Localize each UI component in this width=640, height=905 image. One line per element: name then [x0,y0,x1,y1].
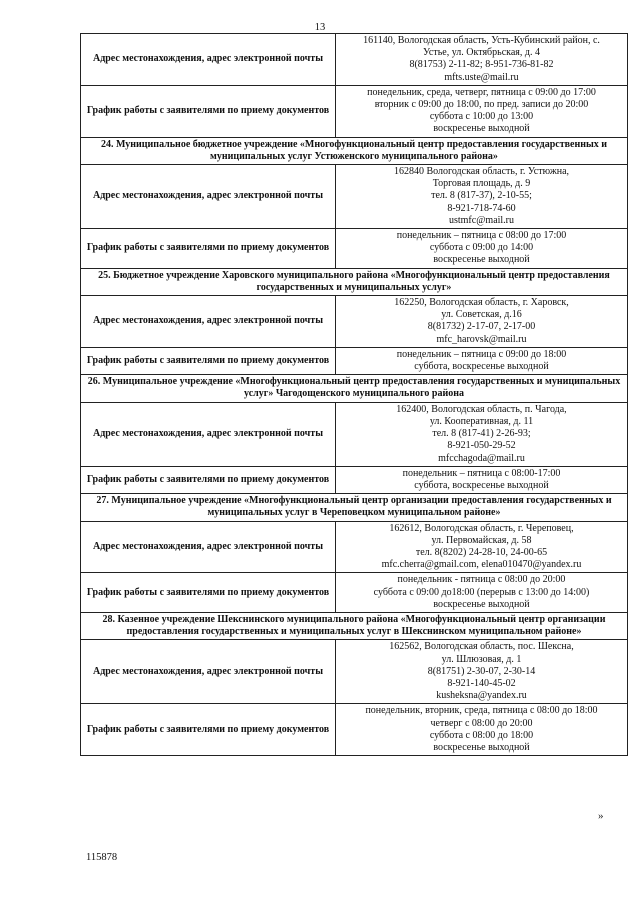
table-row [81,521,628,573]
value-line: суббота с 08:00 до 18:00 [429,729,534,741]
section-heading-row [81,137,628,164]
value-line: ул. Советская, д.16 [441,309,522,321]
value-line: 8-921-718-74-60 [447,202,516,214]
table-row [81,640,628,704]
section-heading: 24. Муниципальное бюджетное учреждение «Многофункциональный центр предоставления государственных и муниципальных услуг Устюженского муниципального района» [81,137,628,164]
section-heading: 26. Муниципальное учреждение «Многофункциональный центр предоставления государственных и муниципальных услуг» Чагодощенского муниципального района [81,375,628,402]
value-line: суббота, воскресенье выходной [414,479,549,491]
table-row [81,165,628,229]
row-value [336,640,628,704]
section-heading-row [81,494,628,521]
value-line: 162400, Вологодская область, п. Чагода, [396,403,567,415]
value-line: тел. 8 (817-41) 2-26-93; [432,428,531,440]
row-label: График работы с заявителями по приему документов [81,704,336,756]
value-line: 162562, Вологодская область, пос. Шексна, [389,641,574,653]
value-line: суббота с 09:00 до18:00 (перерыв с 13:00 до 14:00) [373,586,590,598]
value-line: воскресенье выходной [433,598,530,610]
value-line: воскресенье выходной [433,741,530,753]
row-label: Адрес местонахождения, адрес электронной почты [81,640,336,704]
value-line: 161140, Вологодская область, Усть-Кубинский район, с. [363,35,600,46]
row-label: График работы с заявителями по приему документов [81,347,336,374]
table-row [81,704,628,756]
value-line: 162840 Вологодская область, г. Устюжна, [393,166,570,178]
row-value [336,34,628,86]
value-line: Торговая площадь, д. 9 [432,178,531,190]
table-row [81,402,628,466]
table-row [81,573,628,613]
row-value [336,296,628,348]
row-label: График работы с заявителями по приему документов [81,466,336,493]
row-label: График работы с заявителями по приему документов [81,229,336,269]
value-line: понедельник – пятница с 08:00-17:00 [402,467,561,479]
value-line: 162612, Вологодская область, г. Череповец, [389,522,574,534]
value-line: ustmfc@mail.ru [448,214,515,226]
table-row [81,229,628,269]
row-value [336,347,628,374]
value-line: четверг с 08:00 до 20:00 [430,717,533,729]
value-line: mfcchagoda@mail.ru [438,452,525,464]
row-value [336,521,628,573]
row-value [336,85,628,137]
section-heading-row [81,375,628,402]
row-label: Адрес местонахождения, адрес электронной почты [81,34,336,86]
value-line: понедельник, вторник, среда, пятница с 08:00 до 18:00 [365,705,598,717]
row-label: Адрес местонахождения, адрес электронной почты [81,402,336,466]
value-line: mfc.cherra@gmail.com, elena010470@yandex.ru [381,559,582,571]
table-row [81,347,628,374]
value-line: ул. Кооперативная, д. 11 [429,415,534,427]
section-heading: 27. Муниципальное учреждение «Многофункциональный центр организации предоставления государственных и муниципальных услуг в Череповецком муниципальном районе» [81,494,628,521]
value-line: ул. Шлюзовая, д. 1 [441,653,522,665]
value-line: суббота, воскресенье выходной [414,361,549,373]
row-value [336,229,628,269]
row-label: График работы с заявителями по приему документов [81,573,336,613]
row-value [336,466,628,493]
value-line: вторник с 09:00 до 18:00, по пред. записи до 20:00 [374,99,589,111]
document-code: 115878 [86,852,118,863]
value-line: понедельник, среда, четверг, пятница с 09:00 до 17:00 [367,86,596,98]
value-line: 8(81751) 2-30-07, 2-30-14 [427,665,536,677]
value-line: тел. 8(8202) 24-28-10, 24-00-65 [415,546,548,558]
value-line: kusheksna@yandex.ru [436,690,527,702]
section-heading: 25. Бюджетное учреждение Харовского муниципального района «Многофункциональный центр предоставления государственных и муниципальных услуг» [81,268,628,295]
table-row [81,34,628,86]
value-line: тел. 8 (817-37), 2-10-55; [431,190,532,202]
value-line: 162250, Вологодская область, г. Харовск, [394,297,569,309]
table-row [81,85,628,137]
value-line: воскресенье выходной [433,123,530,135]
value-line: 8(81753) 2-11-82; 8-951-736-81-82 [409,59,554,71]
closing-quote-mark: » [598,810,604,822]
table-row [81,466,628,493]
row-value [336,704,628,756]
section-heading-row [81,612,628,639]
mfc-contacts-table [80,33,628,756]
value-line: понедельник – пятница с 08:00 до 17:00 [396,230,567,242]
row-label: Адрес местонахождения, адрес электронной почты [81,165,336,229]
row-label: График работы с заявителями по приему документов [81,85,336,137]
value-line: суббота с 10:00 до 13:00 [429,111,534,123]
value-line: понедельник - пятница с 08:00 до 20:00 [397,574,566,586]
row-value [336,165,628,229]
row-value [336,573,628,613]
value-line: mfc_harovsk@mail.ru [436,333,527,345]
value-line: mfts.uste@mail.ru [444,71,519,83]
page-number: 13 [314,22,326,33]
value-line: воскресенье выходной [433,254,530,266]
value-line: 8-921-050-29-52 [447,440,516,452]
row-label: Адрес местонахождения, адрес электронной почты [81,296,336,348]
table-body [81,34,628,756]
row-value [336,402,628,466]
value-line: Устье, ул. Октябрьская, д. 4 [423,47,540,59]
section-heading-row [81,268,628,295]
value-line: суббота с 09:00 до 14:00 [429,242,534,254]
section-heading: 28. Казенное учреждение Шекснинского муниципального района «Многофункциональный центр организации предоставления государственных и муниципальных услуг в Шекснинском муниципальном районе» [81,612,628,639]
value-line: 8-921-140-45-02 [447,677,516,689]
value-line: 8(81732) 2-17-07, 2-17-00 [427,321,536,333]
table-row [81,296,628,348]
row-label: Адрес местонахождения, адрес электронной почты [81,521,336,573]
value-line: ул. Первомайская, д. 58 [431,534,532,546]
value-line: понедельник – пятница с 09:00 до 18:00 [396,348,567,360]
